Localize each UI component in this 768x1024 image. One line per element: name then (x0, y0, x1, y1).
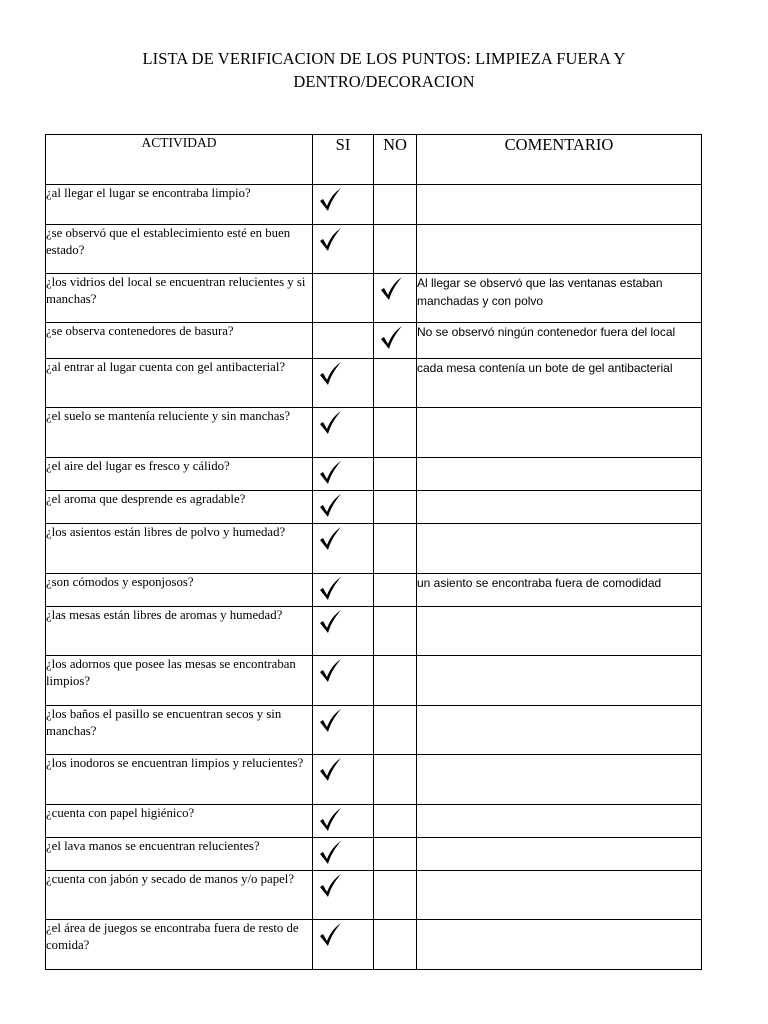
comentario-cell (417, 755, 702, 805)
comentario-cell (417, 920, 702, 970)
si-cell (313, 805, 374, 838)
no-cell (374, 185, 417, 225)
si-cell (313, 607, 374, 656)
no-cell (374, 458, 417, 491)
header-row (46, 135, 702, 185)
table-row (46, 920, 702, 970)
table-row (46, 225, 702, 274)
si-cell (313, 920, 374, 970)
table-row (46, 871, 702, 920)
no-cell (374, 491, 417, 524)
table-row (46, 408, 702, 458)
actividad-cell: ¿los asientos están libres de polvo y humedad? (46, 524, 313, 574)
document-title (60, 47, 708, 93)
comentario-cell: un asiento se encontraba fuera de comodidad (417, 574, 702, 607)
si-cell (313, 458, 374, 491)
actividad-cell: ¿el área de juegos se encontraba fuera de resto de comida? (46, 920, 313, 970)
si-cell (313, 838, 374, 871)
title-line-2: DENTRO/DECORACION (293, 72, 475, 91)
actividad-cell: ¿cuenta con jabón y secado de manos y/o papel? (46, 871, 313, 920)
table-row (46, 706, 702, 755)
table-row (46, 359, 702, 408)
no-cell (374, 838, 417, 871)
table-row (46, 656, 702, 706)
no-cell (374, 805, 417, 838)
actividad-cell: ¿los vidrios del local se encuentran relucientes y si manchas? (46, 274, 313, 323)
no-cell (374, 574, 417, 607)
no-cell (374, 524, 417, 574)
comentario-cell (417, 805, 702, 838)
actividad-cell: ¿los inodoros se encuentran limpios y relucientes? (46, 755, 313, 805)
no-cell (374, 359, 417, 408)
no-cell (374, 755, 417, 805)
si-cell (313, 408, 374, 458)
table-row (46, 755, 702, 805)
actividad-cell: ¿el lava manos se encuentran relucientes? (46, 838, 313, 871)
checklist-table (45, 134, 702, 970)
si-cell (313, 274, 374, 323)
actividad-cell: ¿los baños el pasillo se encuentran secos y sin manchas? (46, 706, 313, 755)
table-row (46, 185, 702, 225)
comentario-cell (417, 458, 702, 491)
actividad-cell: ¿el aire del lugar es fresco y cálido? (46, 458, 313, 491)
comentario-cell: No se observó ningún contenedor fuera del local (417, 323, 702, 359)
table-row (46, 607, 702, 656)
header-comentario: COMENTARIO (417, 135, 702, 185)
no-cell (374, 274, 417, 323)
table-row (46, 838, 702, 871)
no-cell (374, 706, 417, 755)
actividad-cell: ¿son cómodos y esponjosos? (46, 574, 313, 607)
si-cell (313, 755, 374, 805)
comentario-cell (417, 706, 702, 755)
comentario-cell (417, 607, 702, 656)
si-cell (313, 524, 374, 574)
table-row (46, 524, 702, 574)
no-cell (374, 408, 417, 458)
comentario-cell (417, 871, 702, 920)
header-actividad: ACTIVIDAD (46, 135, 313, 185)
actividad-cell: ¿cuenta con papel higiénico? (46, 805, 313, 838)
comentario-cell (417, 491, 702, 524)
actividad-cell: ¿se observó que el establecimiento esté en buen estado? (46, 225, 313, 274)
no-cell (374, 871, 417, 920)
actividad-cell: ¿los adornos que posee las mesas se encontraban limpios? (46, 656, 313, 706)
comentario-cell (417, 656, 702, 706)
actividad-cell: ¿se observa contenedores de basura? (46, 323, 313, 359)
checklist-rows (46, 185, 702, 970)
comentario-cell (417, 408, 702, 458)
actividad-cell: ¿al llegar el lugar se encontraba limpio? (46, 185, 313, 225)
table-row (46, 323, 702, 359)
comentario-cell (417, 225, 702, 274)
comentario-cell: Al llegar se observó que las ventanas estaban manchadas y con polvo (417, 274, 702, 323)
table-row (46, 274, 702, 323)
table-row (46, 574, 702, 607)
comentario-cell: cada mesa contenía un bote de gel antibacterial (417, 359, 702, 408)
si-cell (313, 185, 374, 225)
title-line-1: LISTA DE VERIFICACION DE LOS PUNTOS: LIMPIEZA FUERA Y (142, 49, 626, 68)
si-cell (313, 871, 374, 920)
si-cell (313, 706, 374, 755)
actividad-cell: ¿las mesas están libres de aromas y humedad? (46, 607, 313, 656)
comentario-cell (417, 185, 702, 225)
actividad-cell: ¿al entrar al lugar cuenta con gel antibacterial? (46, 359, 313, 408)
si-cell (313, 491, 374, 524)
table-row (46, 491, 702, 524)
si-cell (313, 359, 374, 408)
actividad-cell: ¿el suelo se mantenía reluciente y sin manchas? (46, 408, 313, 458)
si-cell (313, 225, 374, 274)
table-row (46, 805, 702, 838)
no-cell (374, 656, 417, 706)
table-row (46, 458, 702, 491)
header-no: NO (374, 135, 417, 185)
no-cell (374, 225, 417, 274)
actividad-cell: ¿el aroma que desprende es agradable? (46, 491, 313, 524)
si-cell (313, 323, 374, 359)
si-cell (313, 656, 374, 706)
comentario-cell (417, 524, 702, 574)
comentario-cell (417, 838, 702, 871)
si-cell (313, 574, 374, 607)
header-si: SI (313, 135, 374, 185)
no-cell (374, 920, 417, 970)
no-cell (374, 323, 417, 359)
no-cell (374, 607, 417, 656)
